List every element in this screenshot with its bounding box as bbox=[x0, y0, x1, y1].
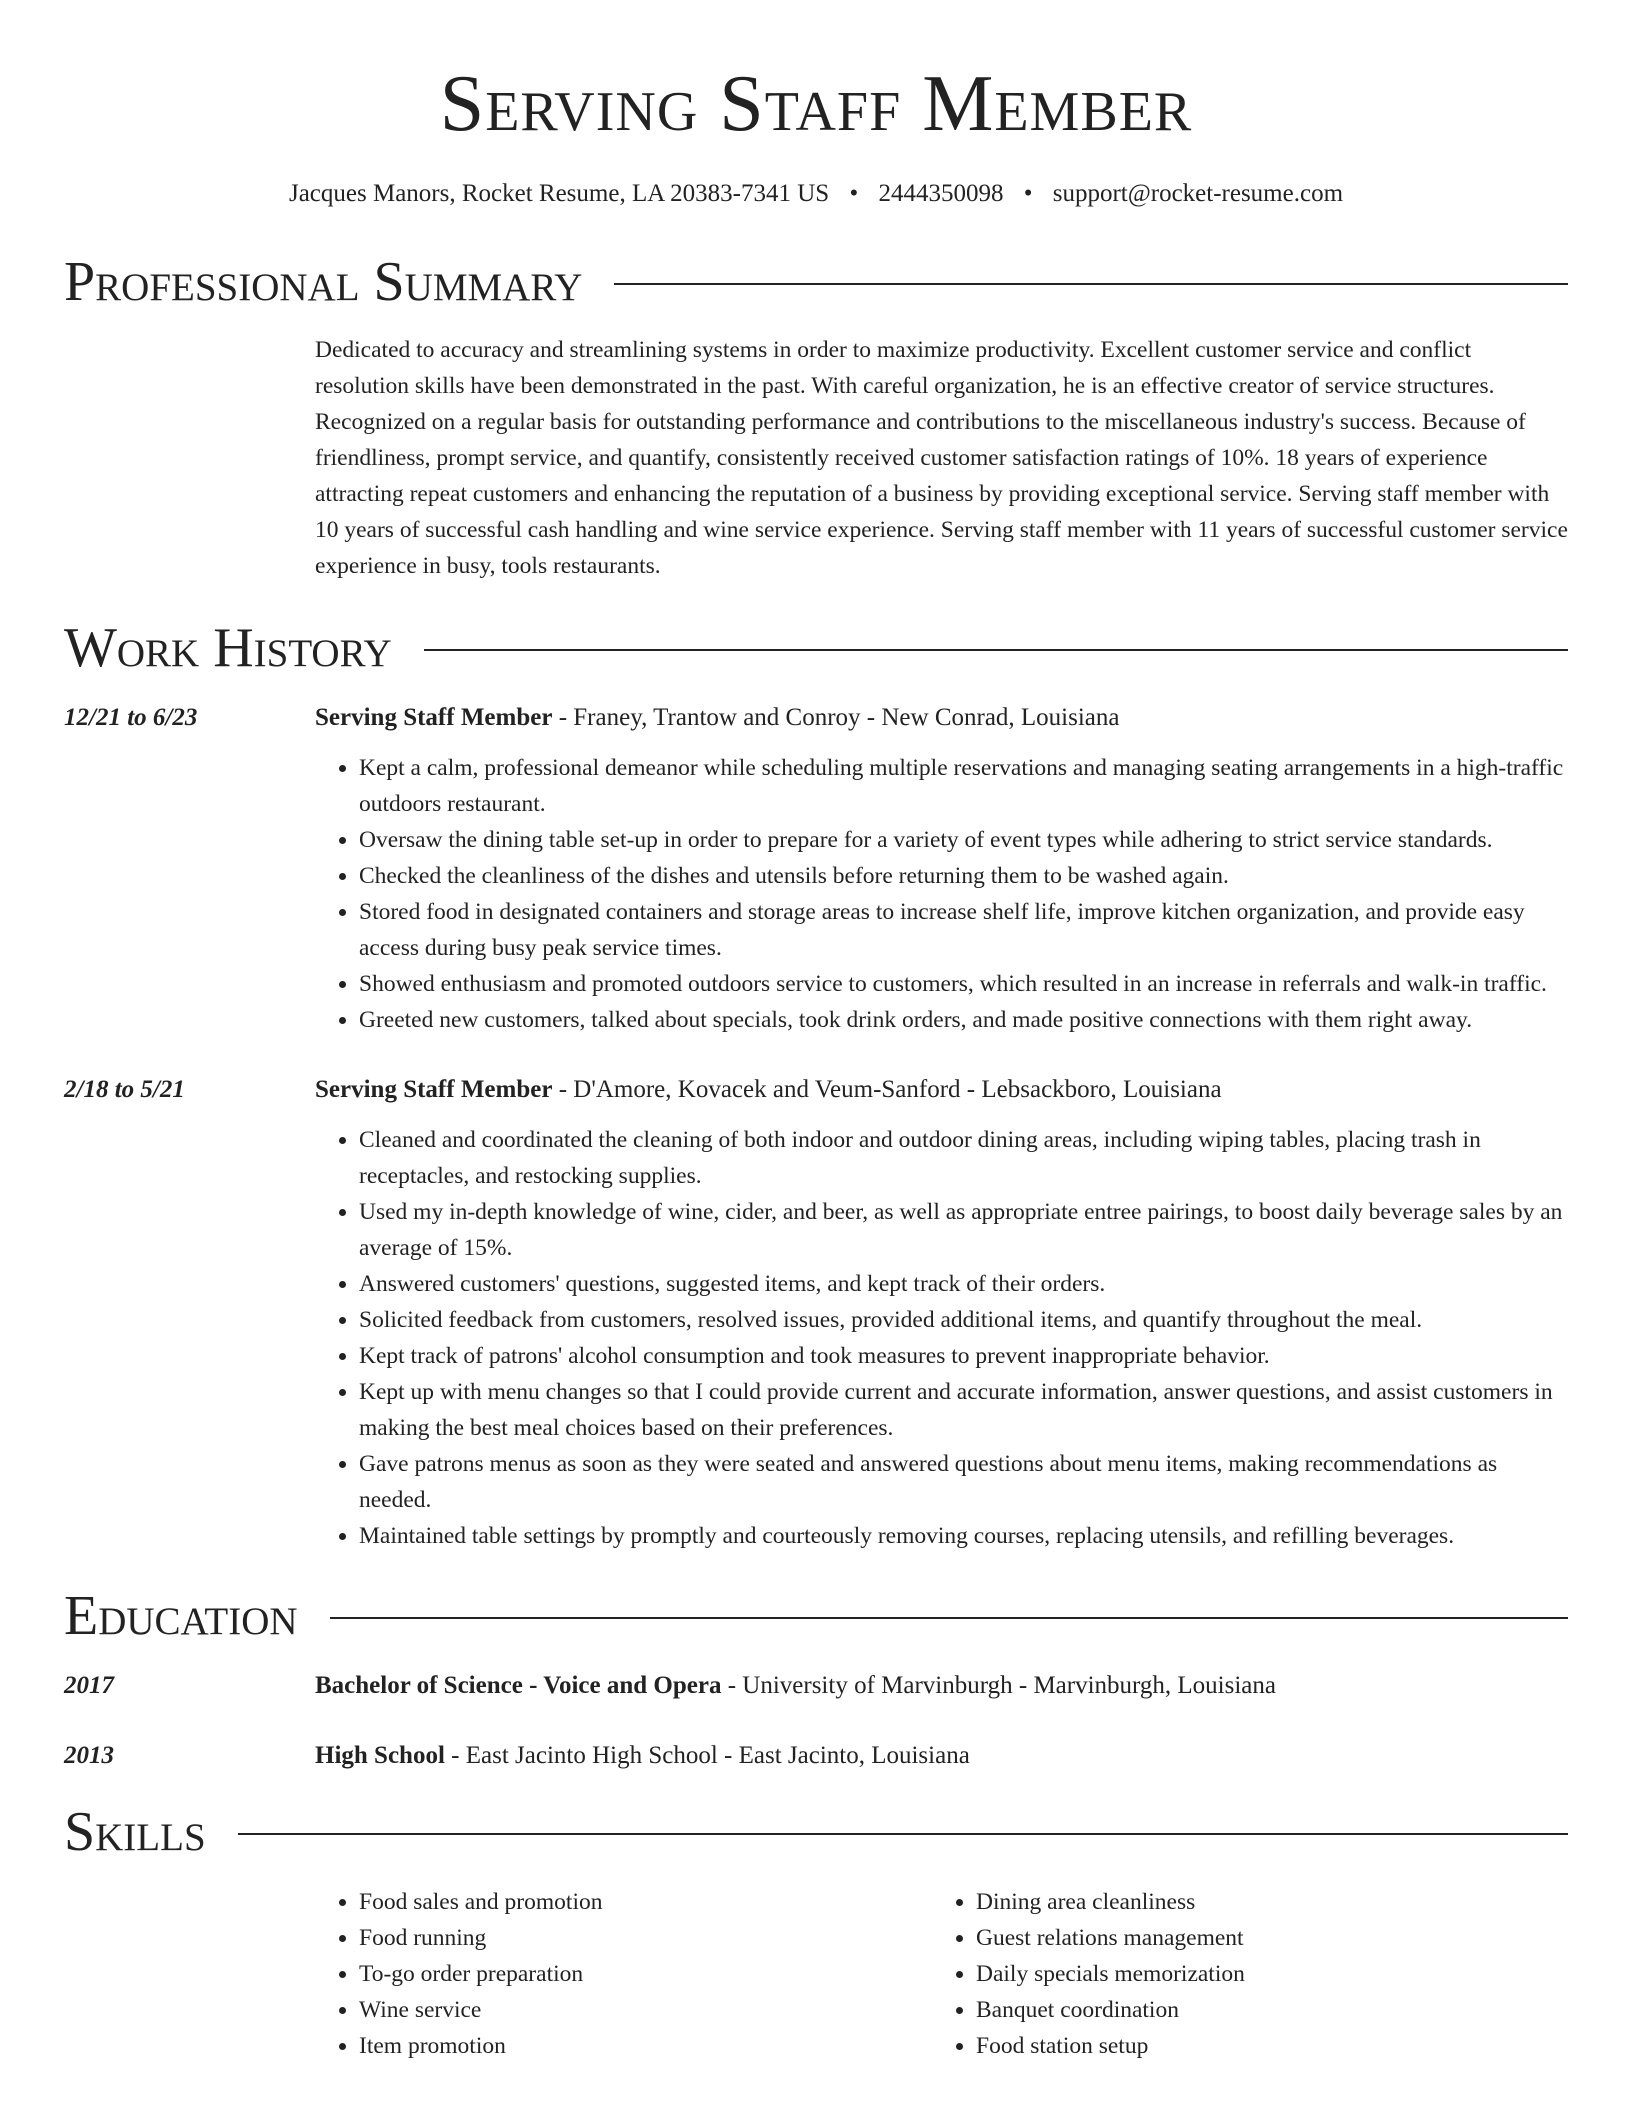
job-bullet: • Used my in-depth knowledge of wine, cider, and beer, as well as appropriate entree pairings, to boost daily beverage sales by an average of 15%. bbox=[359, 1194, 1568, 1266]
skills-column-right bbox=[932, 1884, 1549, 2064]
job-title-line bbox=[315, 700, 1568, 736]
job-entry bbox=[64, 700, 1568, 1038]
education-heading: Education bbox=[64, 1585, 298, 1647]
job-bullets bbox=[315, 1122, 1568, 1554]
education-date: 2013 bbox=[64, 1742, 114, 1769]
contact-separator: • bbox=[849, 180, 859, 207]
job-bullet: • Showed enthusiasm and promoted outdoors service to customers, which resulted in an increase in referrals and walk-in traffic. bbox=[359, 966, 1568, 1002]
contact-email: support@rocket-resume.com bbox=[1052, 180, 1344, 207]
job-bullet: • Kept a calm, professional demeanor while scheduling multiple reservations and managing seating arrangements in a high-traffic outdoors restaurant. bbox=[359, 750, 1568, 822]
skills-section-header bbox=[64, 1800, 1568, 1864]
education-line bbox=[315, 1668, 1568, 1704]
contact-address: Jacques Manors, Rocket Resume, LA 20383-7341 US bbox=[288, 180, 830, 207]
job-bullet: • Solicited feedback from customers, resolved issues, provided additional items, and quantify throughout the meal. bbox=[359, 1302, 1568, 1338]
job-body bbox=[315, 1072, 1568, 1554]
job-bullets bbox=[315, 750, 1568, 1038]
job-body bbox=[315, 700, 1568, 1038]
education-entry bbox=[64, 1668, 1568, 1704]
job-details: - D'Amore, Kovacek and Veum-Sanford - Lebsackboro, Louisiana bbox=[552, 1076, 1222, 1103]
section-divider bbox=[330, 1617, 1568, 1619]
section-divider bbox=[614, 283, 1568, 285]
skill-item: • Food running bbox=[359, 1920, 932, 1956]
education-body bbox=[315, 1738, 1568, 1774]
contact-separator: • bbox=[1023, 180, 1033, 207]
job-bullet: • Gave patrons menus as soon as they were seated and answered questions about menu items, making recommendations as needed. bbox=[359, 1446, 1568, 1518]
skills-heading: Skills bbox=[64, 1801, 206, 1863]
job-date: 2/18 to 5/21 bbox=[64, 1076, 185, 1103]
job-bullet: • Kept up with menu changes so that I could provide current and accurate information, answer questions, and assist customers in making the best meal choices based on their preferences. bbox=[359, 1374, 1568, 1446]
contact-phone: 2444350098 bbox=[878, 180, 1004, 207]
skill-item: • Daily specials memorization bbox=[976, 1956, 1549, 1992]
work-section-header bbox=[64, 616, 1568, 680]
education-details: - University of Marvinburgh - Marvinburgh, Louisiana bbox=[721, 1672, 1276, 1699]
education-details: - East Jacinto High School - East Jacinto, Louisiana bbox=[444, 1742, 970, 1769]
education-date: 2017 bbox=[64, 1672, 114, 1699]
education-degree: Bachelor of Science - Voice and Opera bbox=[315, 1672, 722, 1699]
section-divider bbox=[238, 1833, 1568, 1835]
job-details: - Franey, Trantow and Conroy - New Conrad, Louisiana bbox=[552, 704, 1120, 731]
job-bullet: • Greeted new customers, talked about specials, took drink orders, and made positive connections with them right away. bbox=[359, 1002, 1568, 1038]
skills-list bbox=[315, 1884, 1568, 2064]
skill-item: • Guest relations management bbox=[976, 1920, 1549, 1956]
job-bullet: • Stored food in designated containers and storage areas to increase shelf life, improve kitchen organization, and provide easy access during busy peak service times. bbox=[359, 894, 1568, 966]
job-date: 12/21 to 6/23 bbox=[64, 704, 198, 731]
skill-item: • Item promotion bbox=[359, 2028, 932, 2064]
job-entry bbox=[64, 1072, 1568, 1554]
skill-item: • Banquet coordination bbox=[976, 1992, 1549, 2028]
education-degree: High School bbox=[315, 1742, 445, 1769]
education-section-header bbox=[64, 1584, 1568, 1648]
skill-item: • Dining area cleanliness bbox=[976, 1884, 1549, 1920]
job-title: Serving Staff Member bbox=[315, 704, 553, 731]
skills-column-left bbox=[315, 1884, 932, 2064]
job-title: Serving Staff Member bbox=[315, 1076, 553, 1103]
education-entry bbox=[64, 1738, 1568, 1774]
education-body bbox=[315, 1668, 1568, 1704]
job-bullet: • Cleaned and coordinated the cleaning of both indoor and outdoor dining areas, including wiping tables, placing trash in receptacles, and restocking supplies. bbox=[359, 1122, 1568, 1194]
section-divider bbox=[424, 649, 1568, 651]
education-line bbox=[315, 1738, 1568, 1774]
job-bullet: • Checked the cleanliness of the dishes and utensils before returning them to be washed again. bbox=[359, 858, 1568, 894]
job-bullet: • Maintained table settings by promptly and courteously removing courses, replacing utensils, and refilling beverages. bbox=[359, 1518, 1568, 1554]
skill-item: • Wine service bbox=[359, 1992, 932, 2028]
skill-item: • To-go order preparation bbox=[359, 1956, 932, 1992]
job-bullet: • Answered customers' questions, suggested items, and kept track of their orders. bbox=[359, 1266, 1568, 1302]
job-bullet: • Oversaw the dining table set-up in order to prepare for a variety of event types while adhering to strict service standards. bbox=[359, 822, 1568, 858]
work-heading: Work History bbox=[64, 617, 392, 679]
skill-item: • Food station setup bbox=[976, 2028, 1549, 2064]
job-title-line bbox=[315, 1072, 1568, 1108]
contact-line bbox=[64, 178, 1568, 210]
job-bullet: • Kept track of patrons' alcohol consumption and took measures to prevent inappropriate behavior. bbox=[359, 1338, 1568, 1374]
summary-heading: Professional Summary bbox=[64, 251, 583, 313]
skill-item: • Food sales and promotion bbox=[359, 1884, 932, 1920]
summary-text: Dedicated to accuracy and streamlining systems in order to maximize productivity. Excellent customer service and conflict resolution skills have been demonstrated in the past. With careful organization, he is an effective creator of service structures. Recognized on a regular basis for outstanding performance and contributions to the miscellaneous industry's success. Because of friendliness, prompt service, and quantify, consistently received customer satisfaction ratings of 10%. 18 years of experience attracting repeat customers and enhancing the reputation of a business by providing exceptional service. Serving staff member with 10 years of successful cash handling and wine service experience. Serving staff member with 11 years of successful customer service experience in busy, tools restaurants. bbox=[315, 337, 1568, 579]
summary-section-header bbox=[64, 250, 1568, 314]
resume-name: Serving Staff Member bbox=[439, 60, 1193, 148]
